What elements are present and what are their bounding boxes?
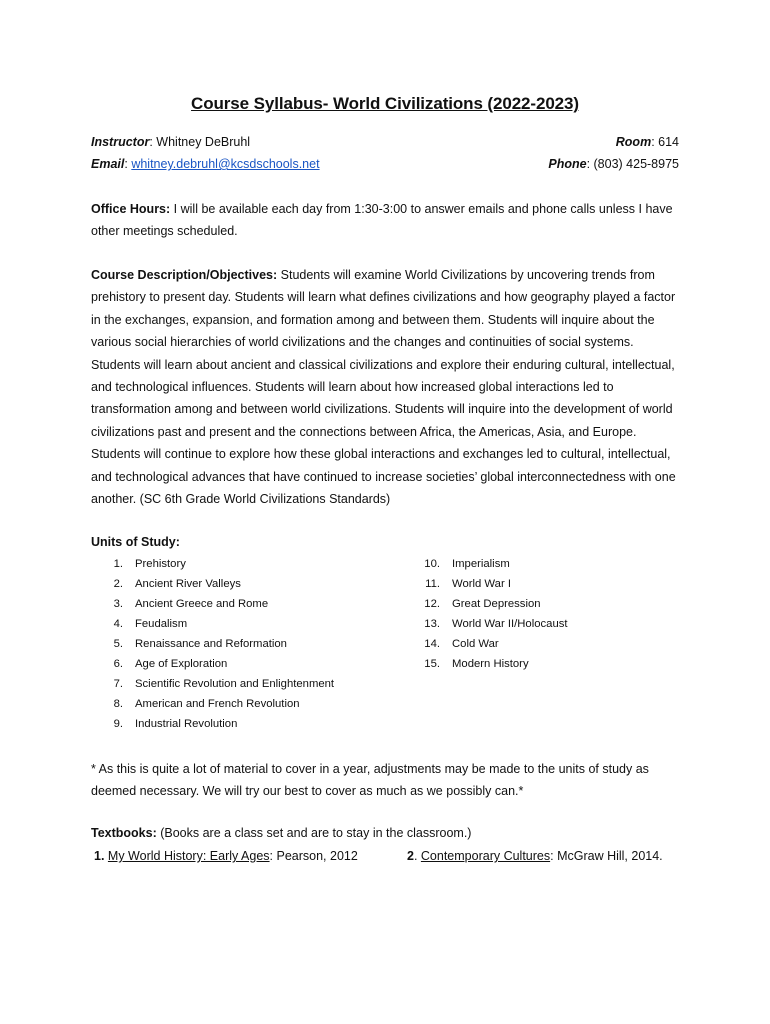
course-description-paragraph: [91, 264, 681, 510]
units-heading: Units of Study:: [91, 535, 180, 549]
unit-item: 12. Great Depression: [424, 598, 541, 610]
course-description-label: Course Description/Objectives:: [91, 268, 278, 282]
instructor-line: [91, 135, 250, 149]
unit-item: 7. Scientific Revolution and Enlightenment: [113, 678, 335, 690]
phone-line: [548, 157, 679, 171]
units-note: * As this is quite a lot of material to cover in a year, adjustments may be made to the units of study as deemed necessary. We will try our best to cover as much as we possibly can.*: [91, 762, 649, 799]
unit-item: 2. Ancient River Valleys: [113, 578, 241, 590]
email-line: [91, 157, 320, 171]
phone-number: : (803) 425-8975: [586, 157, 679, 171]
unit-item: 14. Cold War: [424, 638, 499, 650]
unit-item: 6. Age of Exploration: [113, 658, 228, 670]
room-label: Room: [615, 135, 652, 149]
unit-item: 4. Feudalism: [113, 618, 188, 630]
unit-item: 13. World War II/Holocaust: [424, 618, 568, 630]
instructor-label: Instructor: [91, 135, 150, 149]
textbook-title: My World History: Early Ages: [107, 849, 270, 863]
textbook-item-1: 1. My World History: Early Ages: Pearson, 2012: [94, 849, 358, 863]
email-link[interactable]: whitney.debruhl@kcsdschools.net: [131, 157, 320, 171]
unit-item: 9. Industrial Revolution: [113, 718, 238, 730]
office-hours-label: Office Hours:: [91, 202, 171, 216]
unit-item: 1. Prehistory: [113, 558, 186, 570]
room-number: : 614: [651, 135, 679, 149]
email-sep: :: [124, 157, 132, 171]
course-description-text: Students will examine World Civilizations by uncovering trends from prehistory to present day. Students will learn what defines civilizations and how geography played a factor in the exchanges, expansion, and formation among and between them. Students will inquire about the various social hierarchies of world civilizations and the changes and continuities of social systems. Students will learn about ancient and classical civilizations and explore their enduring cultural, intellectual, and technological influences. Students will learn about how increased global interactions led to transformation among and between world civilizations. Students will inquire into the development of world civilizations past and present and the connections between Africa, the Americas, Asia, and Europe. Students will continue to explore how these global interactions and exchanges led to cultural, intellectual, and technological advances that have continued to increase societies’ global interconnectedness with one another. (SC 6th Grade World Civilizations Standards): [91, 268, 676, 507]
textbooks-line: [91, 826, 471, 840]
textbooks-text: (Books are a class set and are to stay in the classroom.): [156, 826, 472, 840]
room-line: [616, 135, 679, 149]
phone-label: Phone: [548, 157, 587, 171]
unit-item: 11. World War I: [425, 578, 511, 590]
unit-item: 15. Modern History: [424, 658, 529, 670]
textbooks-label: Textbooks:: [91, 826, 157, 840]
textbook-title: Contemporary Cultures: [420, 849, 551, 863]
page-title: Course Syllabus- World Civilizations (2022-2023): [191, 94, 579, 113]
instructor-name: : Whitney DeBruhl: [149, 135, 251, 149]
office-hours-paragraph: [91, 198, 681, 243]
email-label: Email: [91, 157, 125, 171]
unit-item: 8. American and French Revolution: [113, 698, 300, 710]
textbook-item-2: 2. Contemporary Cultures: McGraw Hill, 2014.: [407, 849, 663, 863]
unit-item: 5. Renaissance and Reformation: [113, 638, 287, 650]
unit-item: 3. Ancient Greece and Rome: [113, 598, 269, 610]
unit-item: 10. Imperialism: [424, 558, 510, 570]
office-hours-text: I will be available each day from 1:30-3:00 to answer emails and phone calls unless I have other meetings scheduled.: [91, 202, 673, 239]
